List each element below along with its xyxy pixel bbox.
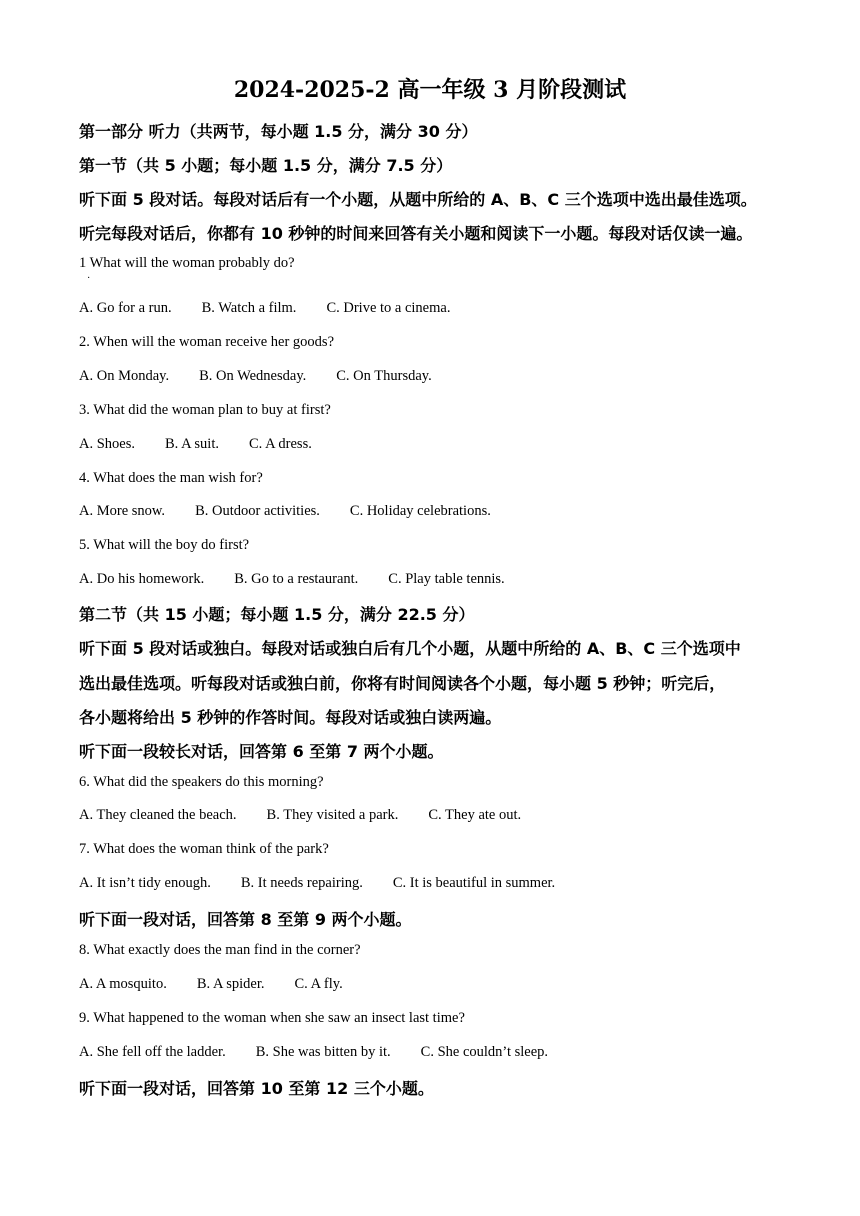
group-instruction-8-9: 听下面一段对话，回答第 8 至第 9 两个小题。 xyxy=(79,910,412,929)
option-b: B. A spider. xyxy=(196,976,265,992)
section1-instruction-1: 听下面 5 段对话。每段对话后有一个小题，从题中所给的 A、B、C 三个选项中选出最佳选项。 xyxy=(79,190,757,209)
question-7-options xyxy=(79,875,555,892)
option-a: A. More snow. xyxy=(79,503,166,519)
option-b: B. She was bitten by it. xyxy=(255,1044,391,1060)
question-5-options xyxy=(79,571,505,588)
option-a: A. It isn’t tidy enough. xyxy=(79,875,211,891)
question-7: 7. What does the woman think of the park? xyxy=(79,841,329,857)
option-b: B. On Wednesday. xyxy=(199,368,307,384)
option-b: B. They visited a park. xyxy=(266,807,399,823)
stray-dot: · xyxy=(87,273,91,284)
section1-instruction-2: 听完每段对话后，你都有 10 秒钟的时间来回答有关小题和阅读下一小题。每段对话仅读一遍。 xyxy=(79,224,753,243)
option-c: C. Drive to a cinema. xyxy=(326,300,451,316)
option-a: A. She fell off the ladder. xyxy=(79,1044,226,1060)
question-6-options xyxy=(79,807,521,824)
option-a: A. A mosquito. xyxy=(79,976,167,992)
option-a: A. On Monday. xyxy=(79,368,170,384)
question-2: 2. When will the woman receive her goods? xyxy=(79,334,335,350)
option-c: C. It is beautiful in summer. xyxy=(392,875,556,891)
option-a: A. They cleaned the beach. xyxy=(79,807,237,823)
question-8-options xyxy=(79,976,343,993)
option-c: C. Play table tennis. xyxy=(388,571,505,587)
option-c: C. A dress. xyxy=(249,436,312,452)
question-8: 8. What exactly does the man find in the corner? xyxy=(79,942,361,958)
question-4: 4. What does the man wish for? xyxy=(79,470,263,486)
question-2-options xyxy=(79,368,432,385)
option-b: B. A suit. xyxy=(165,436,219,452)
question-9-options xyxy=(79,1044,548,1061)
question-1: 1 What will the woman probably do? xyxy=(79,255,295,271)
question-3-options xyxy=(79,436,312,453)
option-b: B. Watch a film. xyxy=(201,300,297,316)
question-6: 6. What did the speakers do this morning? xyxy=(79,774,324,790)
part1-header: 第一部分 听力（共两节，每小题 1.5 分，满分 30 分） xyxy=(79,122,478,141)
option-c: C. She couldn’t sleep. xyxy=(420,1044,549,1060)
option-a: A. Go for a run. xyxy=(79,300,172,316)
section2-instruction-1: 听下面 5 段对话或独白。每段对话或独白后有几个小题，从题中所给的 A、B、C 三个选项中 xyxy=(79,639,741,658)
section2-instruction-2: 选出最佳选项。听每段对话或独白前，你将有时间阅读各个小题，每小题 5 秒钟；听完后， xyxy=(79,674,726,693)
question-3: 3. What did the woman plan to buy at first? xyxy=(79,402,331,418)
group-instruction-10-12: 听下面一段对话，回答第 10 至第 12 三个小题。 xyxy=(79,1079,434,1098)
question-9: 9. What happened to the woman when she saw an insect last time? xyxy=(79,1010,465,1026)
option-b: B. Go to a restaurant. xyxy=(234,571,359,587)
option-c: C. A fly. xyxy=(294,976,343,992)
option-a: A. Shoes. xyxy=(79,436,135,452)
option-c: C. On Thursday. xyxy=(336,368,432,384)
option-b: B. Outdoor activities. xyxy=(195,503,320,519)
question-1-options xyxy=(79,300,450,317)
question-5: 5. What will the boy do first? xyxy=(79,537,250,553)
question-4-options xyxy=(79,503,491,520)
page-title: 2024-2025-2 高一年级 3 月阶段测试 xyxy=(233,77,627,103)
option-c: C. They ate out. xyxy=(428,807,522,823)
section1-header: 第一节（共 5 小题；每小题 1.5 分，满分 7.5 分） xyxy=(79,156,453,175)
section2-instruction-3: 各小题将给出 5 秒钟的作答时间。每段对话或独白读两遍。 xyxy=(79,708,502,727)
option-c: C. Holiday celebrations. xyxy=(349,503,491,519)
option-a: A. Do his homework. xyxy=(79,571,205,587)
section2-header: 第二节（共 15 小题；每小题 1.5 分，满分 22.5 分） xyxy=(79,605,475,624)
option-b: B. It needs repairing. xyxy=(240,875,363,891)
group-instruction-6-7: 听下面一段较长对话，回答第 6 至第 7 两个小题。 xyxy=(79,742,444,761)
